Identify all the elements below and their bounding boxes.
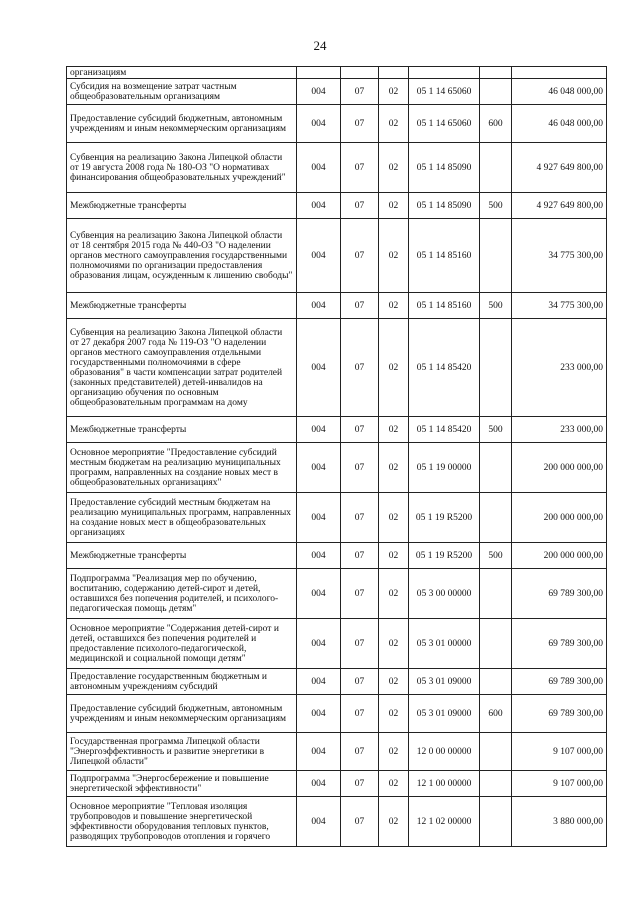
row-ministry-code: 004 — [297, 733, 341, 771]
row-subsection: 02 — [379, 79, 409, 105]
row-subsection: 02 — [379, 619, 409, 669]
row-ministry-code: 004 — [297, 319, 341, 417]
table-row — [67, 443, 607, 493]
row-sum: 69 789 300,00 — [512, 619, 607, 669]
row-name: Предоставление субсидий бюджетным, автономным учреждениям и иным некоммерческим организациям — [67, 695, 297, 733]
table-row — [67, 797, 607, 847]
row-target-article: 05 1 14 65060 — [409, 105, 480, 143]
row-section: 07 — [341, 543, 379, 569]
row-sum: 9 107 000,00 — [512, 733, 607, 771]
row-sum: 9 107 000,00 — [512, 771, 607, 797]
row-sum: 34 775 300,00 — [512, 293, 607, 319]
row-name: Субвенция на реализацию Закона Липецкой области от 19 августа 2008 года № 180-ОЗ "О нормативах финансирования общеобразовательных учреждений" — [67, 143, 297, 193]
row-target-article: 05 1 14 85420 — [409, 417, 480, 443]
table-row — [67, 79, 607, 105]
row-sum: 3 880 000,00 — [512, 797, 607, 847]
row-ministry-code — [297, 67, 341, 79]
row-expense-kind: 600 — [480, 695, 512, 733]
row-target-article: 12 0 00 00000 — [409, 733, 480, 771]
row-subsection: 02 — [379, 733, 409, 771]
row-subsection: 02 — [379, 319, 409, 417]
row-expense-kind: 500 — [480, 293, 512, 319]
row-ministry-code: 004 — [297, 293, 341, 319]
row-ministry-code: 004 — [297, 79, 341, 105]
row-section: 07 — [341, 619, 379, 669]
row-sum: 46 048 000,00 — [512, 79, 607, 105]
table-row — [67, 67, 607, 79]
row-target-article: 05 1 14 85090 — [409, 193, 480, 219]
row-ministry-code: 004 — [297, 797, 341, 847]
row-ministry-code: 004 — [297, 619, 341, 669]
row-ministry-code: 004 — [297, 695, 341, 733]
row-target-article: 05 1 14 85420 — [409, 319, 480, 417]
row-section: 07 — [341, 493, 379, 543]
row-section: 07 — [341, 143, 379, 193]
row-section: 07 — [341, 319, 379, 417]
row-sum: 200 000 000,00 — [512, 493, 607, 543]
row-ministry-code: 004 — [297, 569, 341, 619]
row-name: Субвенция на реализацию Закона Липецкой области от 27 декабря 2007 года № 119-ОЗ "О наделении органов местного самоуправления отдельными государственными полномочиями в сфере образования" в части компенсации затрат родителей (законных представителей) детей-инвалидов на организацию обучения по основным общеобразовательным программам на дому — [67, 319, 297, 417]
row-expense-kind: 500 — [480, 543, 512, 569]
row-name: организациям — [67, 67, 297, 79]
row-ministry-code: 004 — [297, 143, 341, 193]
row-subsection: 02 — [379, 695, 409, 733]
row-subsection: 02 — [379, 105, 409, 143]
row-expense-kind: 500 — [480, 193, 512, 219]
row-section — [341, 67, 379, 79]
row-sum: 233 000,00 — [512, 319, 607, 417]
row-ministry-code: 004 — [297, 193, 341, 219]
row-sum: 4 927 649 800,00 — [512, 143, 607, 193]
row-expense-kind — [480, 619, 512, 669]
row-section: 07 — [341, 771, 379, 797]
row-section: 07 — [341, 79, 379, 105]
row-expense-kind — [480, 67, 512, 79]
row-name: Субсидия на возмещение затрат частным общеобразовательным организациям — [67, 79, 297, 105]
row-subsection: 02 — [379, 417, 409, 443]
row-sum: 69 789 300,00 — [512, 695, 607, 733]
row-expense-kind — [480, 733, 512, 771]
table-row — [67, 669, 607, 695]
row-target-article: 05 1 14 85090 — [409, 143, 480, 193]
row-target-article: 05 1 19 R5200 — [409, 543, 480, 569]
row-target-article: 05 1 14 85160 — [409, 219, 480, 293]
row-section: 07 — [341, 669, 379, 695]
row-sum: 46 048 000,00 — [512, 105, 607, 143]
row-expense-kind — [480, 493, 512, 543]
row-subsection: 02 — [379, 797, 409, 847]
row-sum: 200 000 000,00 — [512, 443, 607, 493]
row-expense-kind — [480, 669, 512, 695]
row-section: 07 — [341, 733, 379, 771]
row-expense-kind: 600 — [480, 105, 512, 143]
table-row — [67, 319, 607, 417]
table-row — [67, 695, 607, 733]
row-subsection: 02 — [379, 293, 409, 319]
row-name: Государственная программа Липецкой области "Энергоэффективность и развитие энергетики в Липецкой области" — [67, 733, 297, 771]
row-expense-kind: 500 — [480, 417, 512, 443]
table-row — [67, 105, 607, 143]
row-ministry-code: 004 — [297, 105, 341, 143]
row-target-article: 05 1 14 85160 — [409, 293, 480, 319]
row-section: 07 — [341, 417, 379, 443]
row-name: Подпрограмма "Энергосбережение и повышение энергетической эффективности" — [67, 771, 297, 797]
row-target-article — [409, 67, 480, 79]
table-row — [67, 493, 607, 543]
row-ministry-code: 004 — [297, 443, 341, 493]
row-name: Межбюджетные трансферты — [67, 193, 297, 219]
row-ministry-code: 004 — [297, 417, 341, 443]
row-expense-kind — [480, 771, 512, 797]
row-sum: 200 000 000,00 — [512, 543, 607, 569]
table-row — [67, 619, 607, 669]
row-name: Межбюджетные трансферты — [67, 293, 297, 319]
row-expense-kind — [480, 569, 512, 619]
row-section: 07 — [341, 569, 379, 619]
row-name: Основное мероприятие "Тепловая изоляция трубопроводов и повышение энергетической эффективности оборудования тепловых пунктов, разводящих трубопроводов отопления и горячего — [67, 797, 297, 847]
row-section: 07 — [341, 695, 379, 733]
row-name: Основное мероприятие "Предоставление субсидий местным бюджетам на реализацию муниципальных программ, направленных на создание новых мест в общеобразовательных организациях" — [67, 443, 297, 493]
row-section: 07 — [341, 219, 379, 293]
row-subsection: 02 — [379, 543, 409, 569]
row-target-article: 05 3 01 09000 — [409, 695, 480, 733]
row-name: Предоставление субсидий местным бюджетам на реализацию муниципальных программ, направленных на создание новых мест в общеобразовательных организациях — [67, 493, 297, 543]
row-ministry-code: 004 — [297, 771, 341, 797]
row-target-article: 05 3 00 00000 — [409, 569, 480, 619]
row-sum: 69 789 300,00 — [512, 569, 607, 619]
row-target-article: 05 1 19 R5200 — [409, 493, 480, 543]
row-expense-kind — [480, 79, 512, 105]
row-sum: 4 927 649 800,00 — [512, 193, 607, 219]
row-expense-kind — [480, 143, 512, 193]
row-expense-kind — [480, 797, 512, 847]
row-name: Субвенция на реализацию Закона Липецкой области от 18 сентября 2015 года № 440-ОЗ "О наделении органов местного самоуправления государственными полномочиями по организации предоставления образования лицам, осужденным к лишению свободы" — [67, 219, 297, 293]
page-number: 24 — [313, 38, 327, 53]
row-sum: 69 789 300,00 — [512, 669, 607, 695]
row-name: Межбюджетные трансферты — [67, 543, 297, 569]
table-row — [67, 569, 607, 619]
row-ministry-code: 004 — [297, 493, 341, 543]
row-expense-kind — [480, 443, 512, 493]
row-subsection: 02 — [379, 219, 409, 293]
row-name: Подпрограмма "Реализация мер по обучению, воспитанию, содержанию детей-сирот и детей, оставшихся без попечения родителей, и психолого-педагогическая помощь детям" — [67, 569, 297, 619]
row-expense-kind — [480, 319, 512, 417]
row-subsection: 02 — [379, 493, 409, 543]
row-subsection: 02 — [379, 569, 409, 619]
row-sum — [512, 67, 607, 79]
row-ministry-code: 004 — [297, 219, 341, 293]
row-subsection: 02 — [379, 669, 409, 695]
table-row — [67, 771, 607, 797]
row-target-article: 05 3 01 09000 — [409, 669, 480, 695]
row-ministry-code: 004 — [297, 669, 341, 695]
row-target-article: 05 3 01 00000 — [409, 619, 480, 669]
row-section: 07 — [341, 105, 379, 143]
table-row — [67, 143, 607, 193]
budget-table — [66, 66, 607, 847]
table-row — [67, 219, 607, 293]
table-row — [67, 543, 607, 569]
row-subsection: 02 — [379, 443, 409, 493]
row-target-article: 12 1 02 00000 — [409, 797, 480, 847]
row-name: Основное мероприятие "Содержания детей-сирот и детей, оставшихся без попечения родителей и предоставление психолого-педагогической, медицинской и социальной помощи детям" — [67, 619, 297, 669]
row-section: 07 — [341, 443, 379, 493]
row-sum: 233 000,00 — [512, 417, 607, 443]
table-row — [67, 417, 607, 443]
table-row — [67, 193, 607, 219]
row-subsection: 02 — [379, 771, 409, 797]
row-section: 07 — [341, 193, 379, 219]
row-expense-kind — [480, 219, 512, 293]
table-row — [67, 293, 607, 319]
row-name: Предоставление государственным бюджетным и автономным учреждениям субсидий — [67, 669, 297, 695]
row-section: 07 — [341, 797, 379, 847]
row-section: 07 — [341, 293, 379, 319]
row-subsection: 02 — [379, 193, 409, 219]
table-row — [67, 733, 607, 771]
row-target-article: 12 1 00 00000 — [409, 771, 480, 797]
row-sum: 34 775 300,00 — [512, 219, 607, 293]
row-subsection: 02 — [379, 143, 409, 193]
row-target-article: 05 1 14 65060 — [409, 79, 480, 105]
row-subsection — [379, 67, 409, 79]
row-target-article: 05 1 19 00000 — [409, 443, 480, 493]
row-name: Межбюджетные трансферты — [67, 417, 297, 443]
row-ministry-code: 004 — [297, 543, 341, 569]
row-name: Предоставление субсидий бюджетным, автономным учреждениям и иным некоммерческим организациям — [67, 105, 297, 143]
